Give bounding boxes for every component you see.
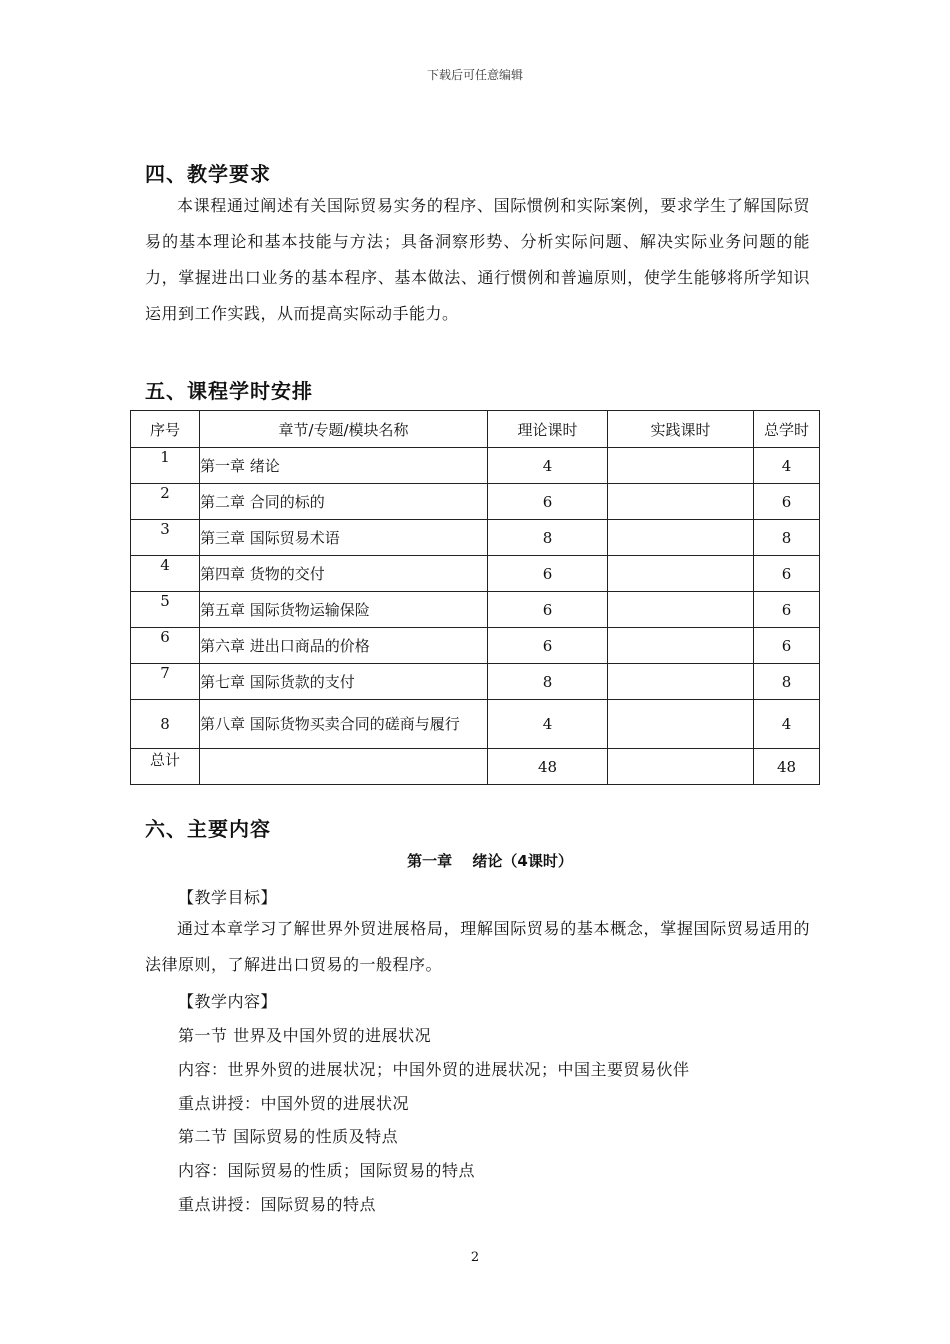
table-row [131,664,820,700]
objective-text: 通过本章学习了解世界外贸进展格局，理解国际贸易的基本概念，掌握国际贸易适用的法律原则，了解进出口贸易的一般程序。 [145,919,810,974]
content-line: 重点讲授：国际贸易的特点 [178,1195,377,1214]
cell-total: 6 [754,484,820,520]
cell-name: 第四章 货物的交付 [200,556,488,592]
cell-name: 第二章 合同的标的 [200,484,488,520]
cell-no: 5 [131,592,200,628]
chapter-title: 第一章 绪论（4课时） [407,852,573,870]
cell-name: 第六章 进出口商品的价格 [200,628,488,664]
table-row [131,628,820,664]
header-theory: 理论课时 [488,411,608,448]
header-name: 章节/专题/模块名称 [200,411,488,448]
total-theory: 48 [488,749,608,785]
cell-theory: 4 [488,700,608,749]
table-row [131,520,820,556]
cell-theory: 4 [488,448,608,484]
cell-practice [608,628,754,664]
header-total: 总学时 [754,411,820,448]
objective-label: 【教学目标】 [178,888,278,907]
table-row [131,700,820,749]
cell-total: 6 [754,592,820,628]
total-label: 总计 [131,749,200,785]
cell-no: 8 [131,700,200,749]
cell-practice [608,520,754,556]
content-line: 内容：世界外贸的进展状况；中国外贸的进展状况；中国主要贸易伙伴 [178,1060,690,1079]
header-note: 下载后可任意编辑 [426,68,523,82]
cell-practice [608,664,754,700]
section-4-heading: 四、教学要求 [145,162,271,186]
section-4-body: 本课程通过阐述有关国际贸易实务的程序、国际惯例和实际案例，要求学生了解国际贸易的基本理论和基本技能与方法；具备洞察形势、分析实际问题、解决实际业务问题的能力，掌握进出口业务的基本程序、基本做法、通行惯例和普遍原则，使学生能够将所学知识运用到工作实践，从而提高实际动手能力。 [145,196,810,323]
header-no: 序号 [131,411,200,448]
cell-practice [608,448,754,484]
cell-theory: 8 [488,520,608,556]
total-practice [608,749,754,785]
cell-practice [608,556,754,592]
cell-total: 4 [754,700,820,749]
cell-name [200,749,488,785]
content-line: 第二节 国际贸易的性质及特点 [178,1127,399,1146]
cell-no: 2 [131,484,200,520]
table-row [131,448,820,484]
content-line: 内容：国际贸易的性质；国际贸易的特点 [178,1161,476,1180]
header-practice: 实践课时 [608,411,754,448]
cell-theory: 6 [488,556,608,592]
cell-total: 8 [754,520,820,556]
section-6-heading: 六、主要内容 [145,817,271,841]
content-line: 重点讲授：中国外贸的进展状况 [178,1094,410,1113]
content-label: 【教学内容】 [178,992,278,1011]
cell-no: 4 [131,556,200,592]
table-row [131,484,820,520]
cell-theory: 6 [488,628,608,664]
cell-no: 1 [131,448,200,484]
cell-no: 3 [131,520,200,556]
table-header-row [131,411,820,448]
cell-total: 6 [754,628,820,664]
cell-name: 第七章 国际货款的支付 [200,664,488,700]
cell-no: 6 [131,628,200,664]
cell-practice [608,484,754,520]
cell-no: 7 [131,664,200,700]
content-line: 第一节 世界及中国外贸的进展状况 [178,1026,432,1045]
cell-name: 第八章 国际货物买卖合同的磋商与履行 [200,700,488,749]
cell-name: 第三章 国际贸易术语 [200,520,488,556]
cell-total: 4 [754,448,820,484]
section-5-heading: 五、课程学时安排 [145,379,313,403]
table-row [131,592,820,628]
total-hours: 48 [754,749,820,785]
page-number: 2 [470,1250,480,1265]
cell-practice [608,700,754,749]
course-hours-table [130,410,820,785]
table-total-row [131,749,820,785]
cell-total: 8 [754,664,820,700]
cell-practice [608,592,754,628]
cell-name: 第一章 绪论 [200,448,488,484]
cell-total: 6 [754,556,820,592]
cell-theory: 6 [488,592,608,628]
table-row [131,556,820,592]
cell-name: 第五章 国际货物运输保险 [200,592,488,628]
cell-theory: 8 [488,664,608,700]
cell-theory: 6 [488,484,608,520]
